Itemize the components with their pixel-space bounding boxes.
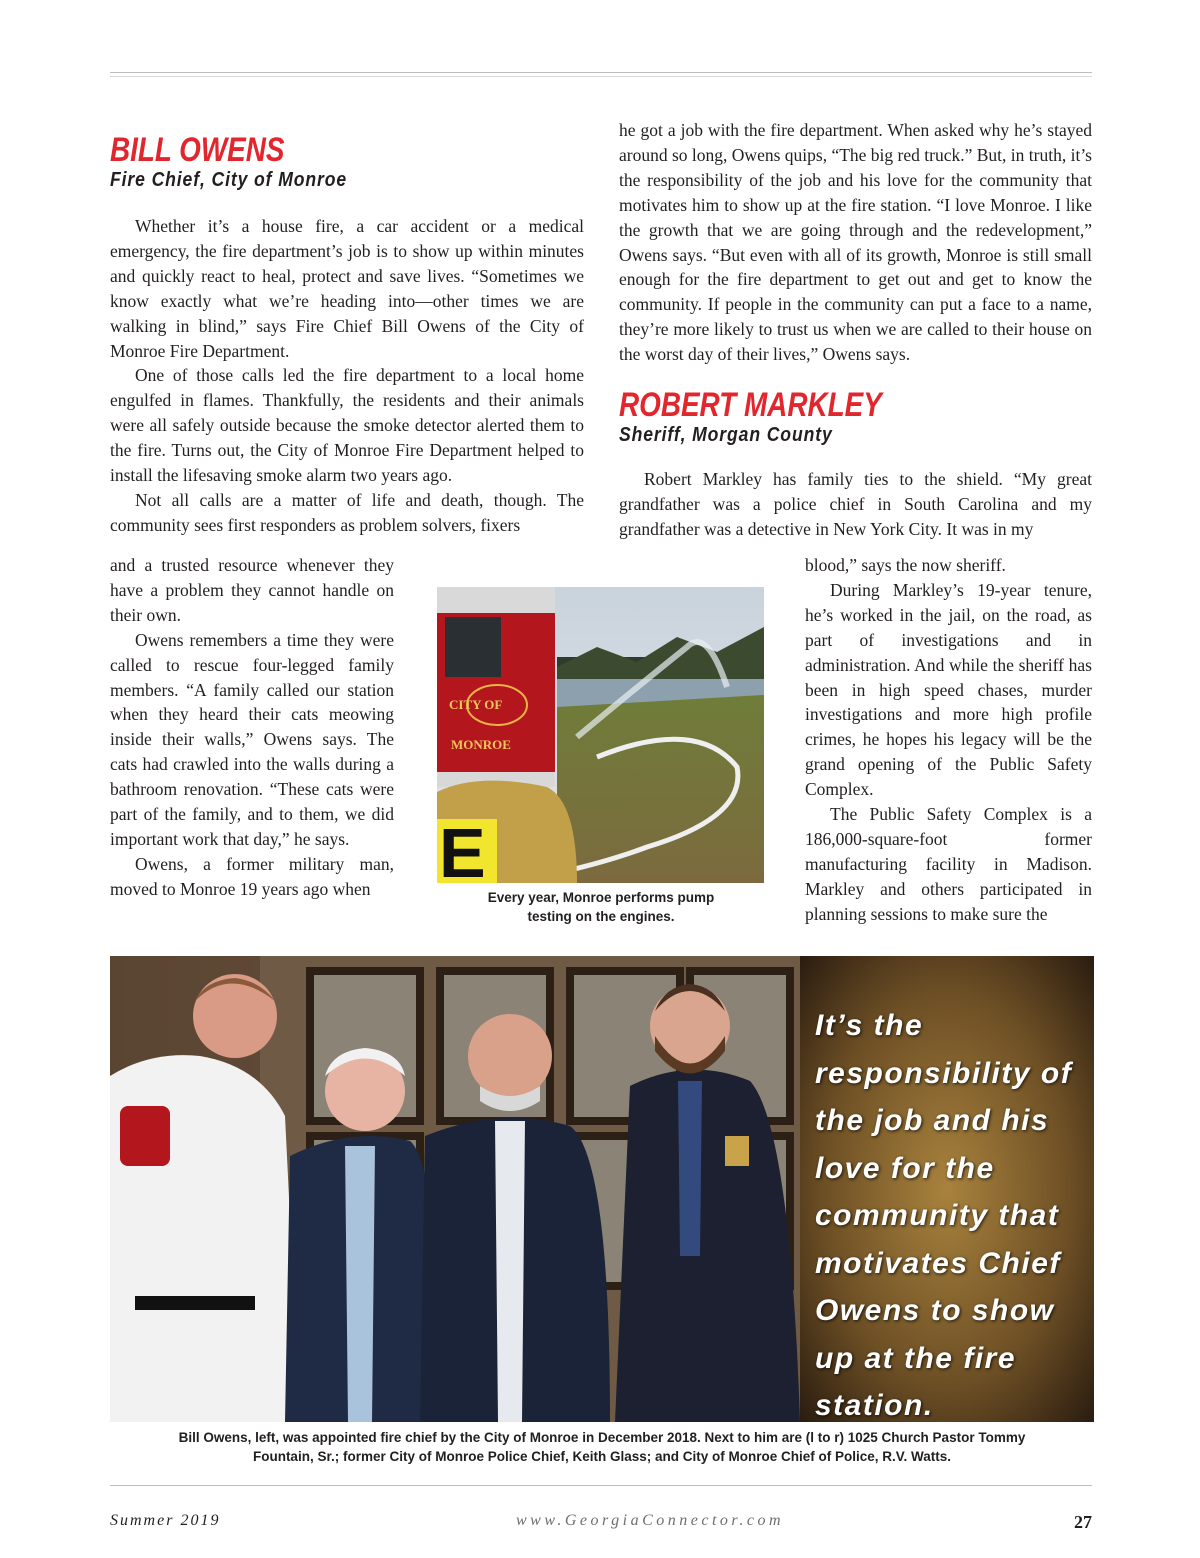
truck-label-line2: MONROE [451, 737, 511, 752]
markley-name-heading: ROBERT MARKLEY [619, 386, 882, 425]
markley-paragraph-2: During Markley’s 19-year tenure, he’s worked in the jail, on the road, as part of investigations and in administration. And while the sheriff has been in high speed chases, murder investigations and more high profile crimes, he hopes his legacy will be the grand opening of the Public Safety Complex. [805, 579, 1092, 800]
markley-paragraph-1b: blood,” says the now sheriff. [805, 555, 1006, 575]
markley-role-subheading: Sheriff, Morgan County [619, 424, 833, 447]
owens-paragraph-5: Owens, a former military man, moved to Monroe 19 years ago when [110, 853, 394, 899]
header-rule [110, 72, 1092, 73]
footer-rule [110, 1485, 1092, 1486]
right-column-narrow [805, 553, 1092, 927]
owens-paragraph-3b: and a trusted resource whenever they have a problem they cannot handle on their own. [110, 555, 394, 625]
owens-paragraph-2: One of those calls led the fire department to a local home engulfed in flames. Thankfully, the residents and their animals were all safely outside because the smoke detector alerted them to the fire. Turns out, the City of Monroe Fire Department helped to install the lifesaving smoke alarm two years ago. [110, 365, 584, 486]
page-number: 27 [1074, 1512, 1092, 1532]
markley-paragraph-1a: Robert Markley has family ties to the shield. “My great grandfather was a police chief in South Carolina and my grandfather was a detective in New York City. It was in my [619, 469, 1092, 539]
owens-paragraph-4: Owens remembers a time they were called to rescue four-legged family members. “A family called our station when they heard their cats meowing inside their walls,” Owens says. The cats had crawled into the walls during a bathroom renovation. “These cats were part of the family, and to them, we did important work that day,” he says. [110, 629, 394, 849]
markley-paragraph-3: The Public Safety Complex is a 186,000-square-foot former manufacturing facility in Madison. Markley and others participated in planning sessions to make sure the [805, 804, 1092, 924]
left-column [110, 132, 584, 538]
footer-website: www.GeorgiaConnector.com [516, 1512, 784, 1529]
owens-paragraph-3a: Not all calls are a matter of life and death, though. The community sees first responders as problem solvers, fixers [110, 489, 584, 535]
left-column-narrow [110, 553, 394, 902]
owens-paragraph-1: Whether it’s a house fire, a car accident or a medical emergency, the fire department’s job is to show up within minutes and quickly react to heal, protect and save lives. “Sometimes we know exactly what we’re heading into—other times we are walking in blind,” says Fire Chief Bill Owens of the City of Monroe Fire Department. [110, 216, 584, 361]
truck-label-line1: CITY OF [449, 697, 503, 712]
owens-role-subheading: Fire Chief, City of Monroe [110, 169, 348, 191]
truck-photo-caption: Every year, Monroe performs pump testing on the engines. [487, 890, 715, 924]
right-column [619, 118, 1092, 542]
footer-issue: Summer 2019 [110, 1512, 221, 1529]
fire-truck-illustration [437, 587, 764, 883]
header-rule-thin [110, 76, 1092, 77]
pull-quote: It’s the responsibility of the job and his love for the community that motivates Chief Owens to show up at the fire station. [815, 1009, 1073, 1422]
owens-paragraph-6: he got a job with the fire department. When asked why he’s stayed around so long, Owens quips, “The big red truck.” But, in truth, it’s the responsibility of the job and his love for the community that motivates him to show up at the fire station. “I love Monroe. I like the growth that we are going through and the redevelopment,” Owens says. “But even with all of its growth, Monroe is still small enough for the fire department to get out and get to know the community. If people in the community can put a face to a name, they’re more likely to trust us when we are called to their house on the worst day of their lives,” Owens says. [619, 120, 1092, 365]
coat-letter: E [439, 814, 486, 883]
fire-truck-photo [437, 587, 764, 883]
group-photo-caption: Bill Owens, left, was appointed fire chief by the City of Monroe in December 2018. Next to him are (l to r) 1025 Church Pastor Tommy Fountain, Sr.; former City of Monroe Police Chief, Keith Glass; and City of Monroe Chief of Police, R.V. Watts. [178, 1430, 1026, 1464]
owens-name-heading: BILL OWENS [110, 131, 285, 169]
